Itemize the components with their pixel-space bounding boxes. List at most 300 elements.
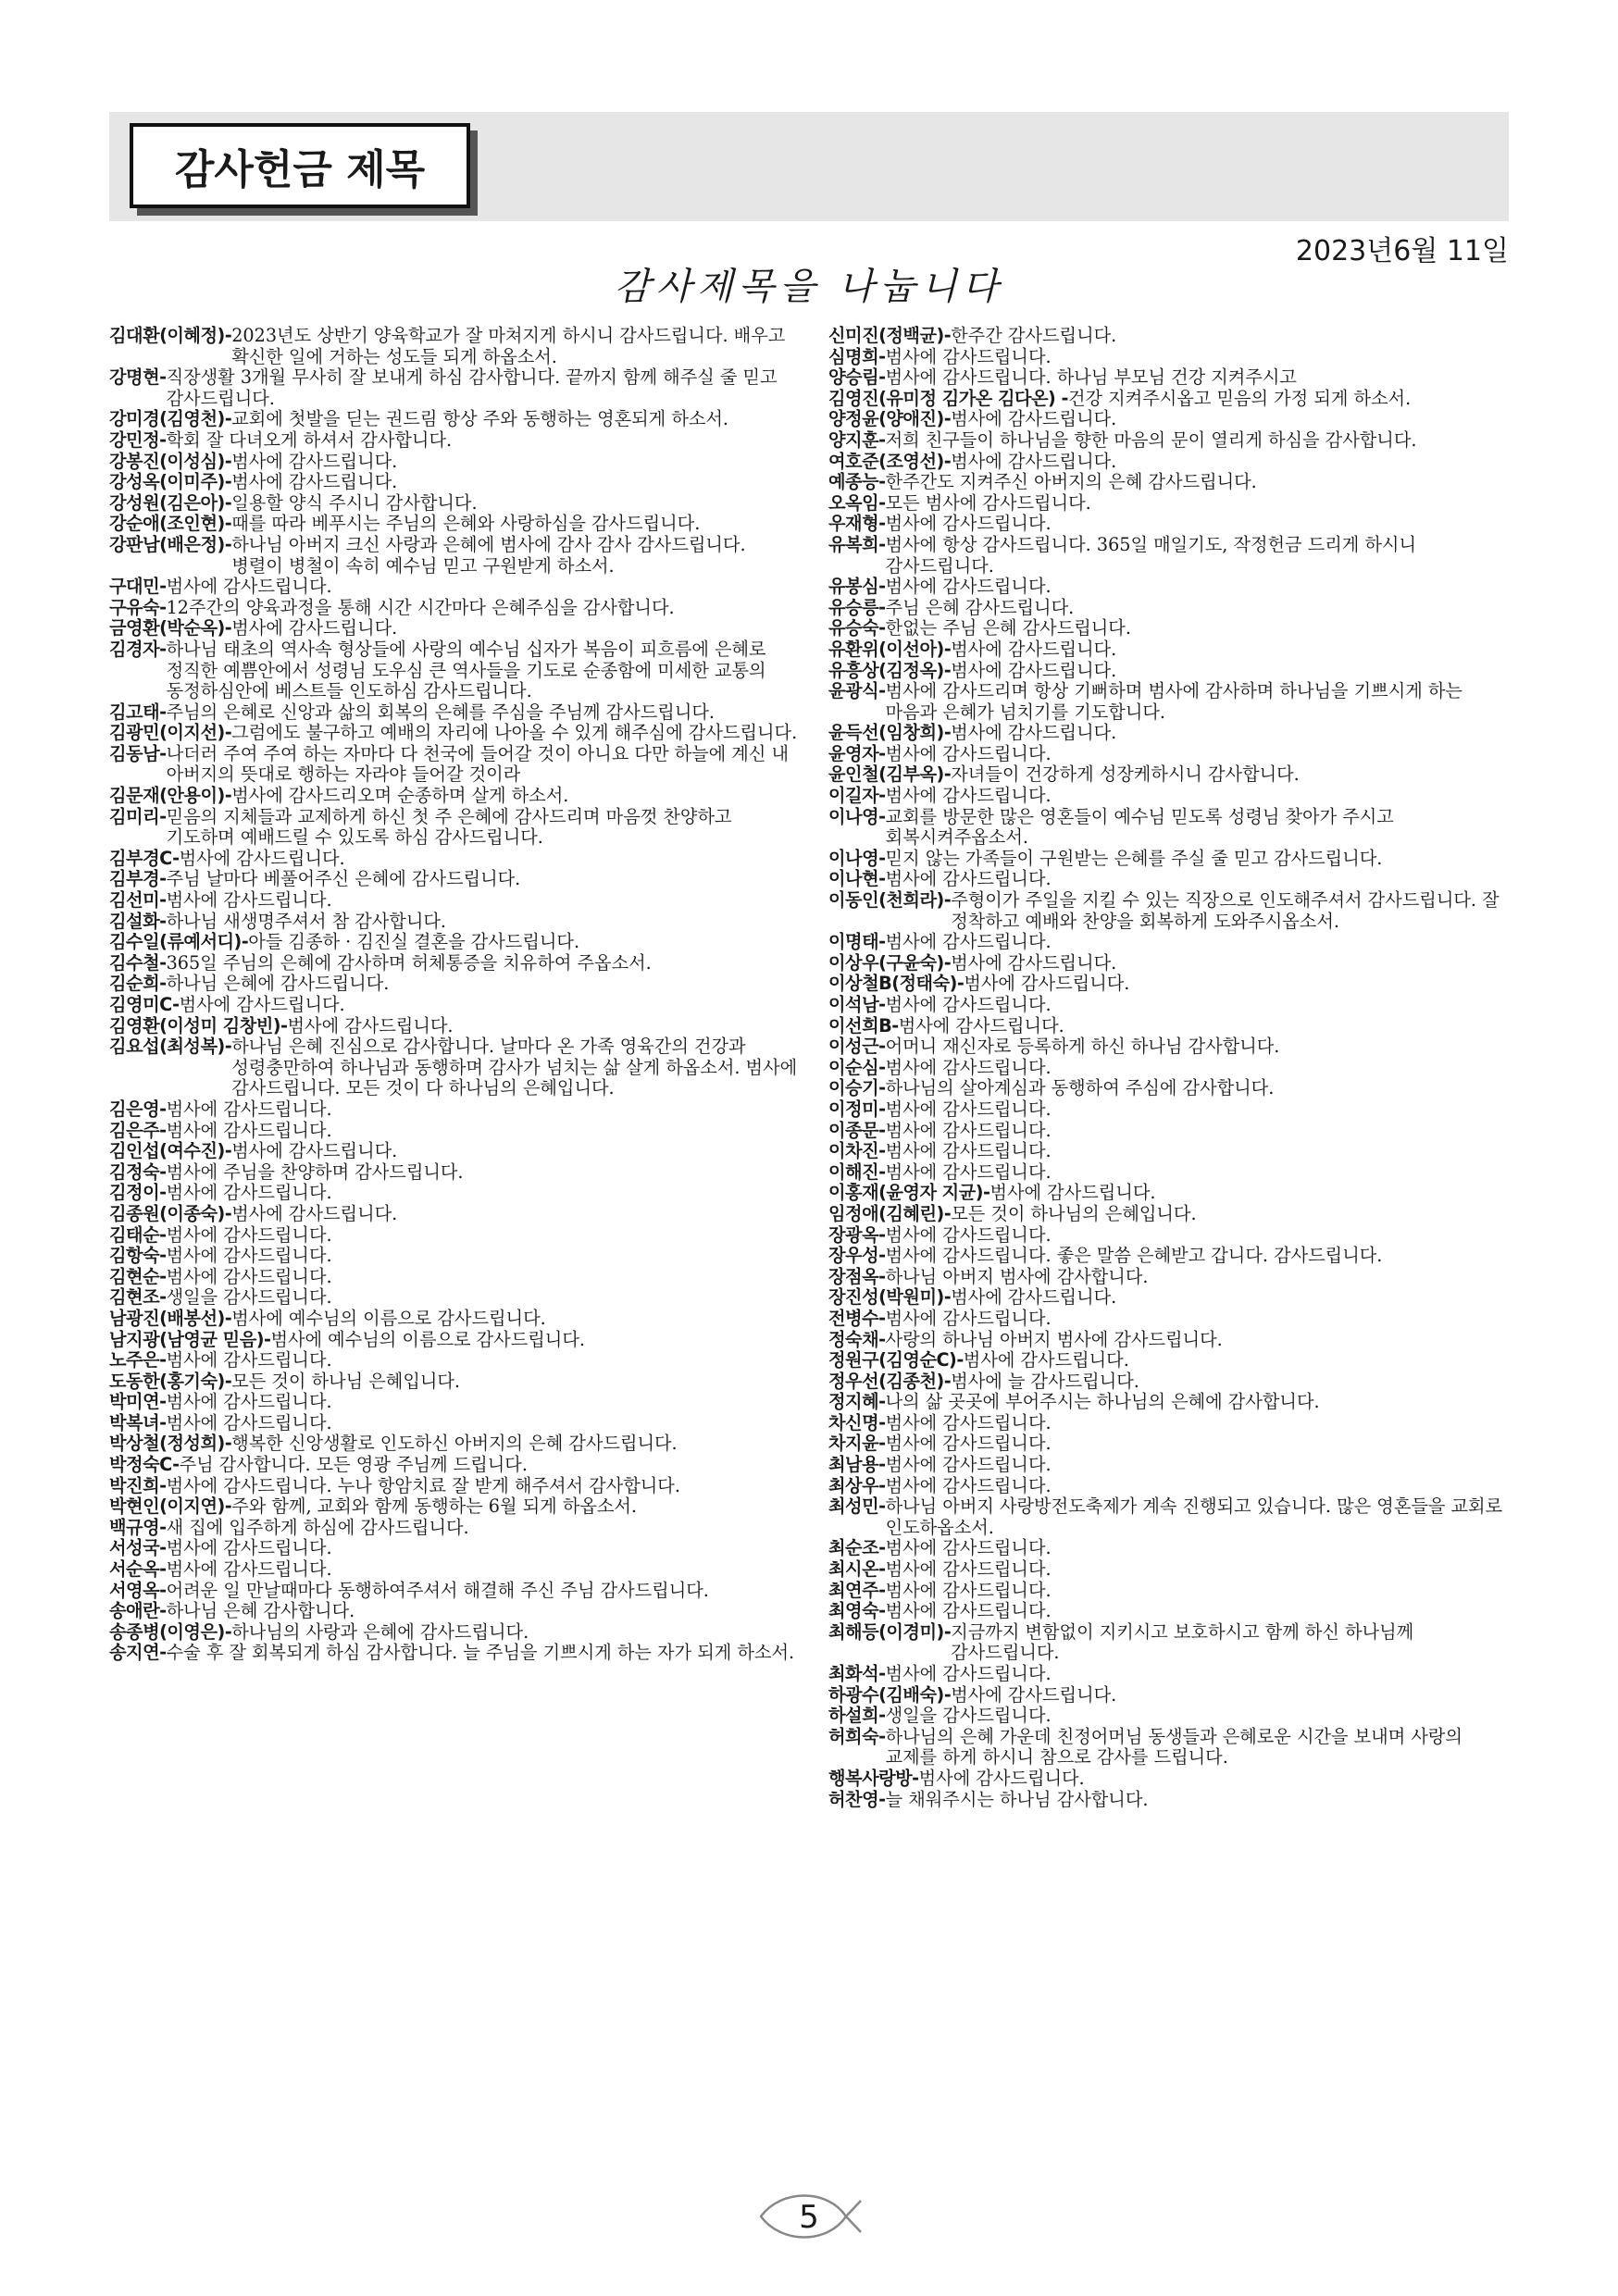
donor-name: 이차진-: [828, 1140, 886, 1162]
thanks-entry: [828, 1330, 1513, 1351]
thanks-text: 2023년도 상반기 양육학교가 잘 마쳐지게 하시니 감사드립니다. 배우고 확신한 일에 거하는 성도들 되게 하옵소서.: [231, 325, 786, 367]
thanks-text: 범사에 감사드립니다.: [951, 659, 1117, 681]
thanks-entry: [109, 723, 799, 744]
thanks-entry: [109, 409, 799, 430]
thanks-text: 주님 날마다 베풀어주신 은혜에 감사드립니다.: [166, 868, 521, 890]
donor-name: 김동남-: [109, 742, 167, 764]
thanks-entry: [828, 1601, 1513, 1622]
donor-name: 김현조-: [109, 1286, 167, 1309]
thanks-text: 범사에 감사드립니다.: [885, 1663, 1052, 1684]
thanks-text: 행복한 신앙생활로 인도하신 아버지의 은혜 감사드립니다.: [231, 1433, 678, 1455]
thanks-entry: [828, 849, 1513, 870]
thanks-entry: [109, 1518, 799, 1539]
thanks-text: 범사에 감사드립니다. 누나 항암치료 잘 받게 해주셔서 감사합니다.: [166, 1474, 680, 1496]
donor-name: 김은영-: [109, 1098, 167, 1120]
donor-name: 김정숙-: [109, 1160, 167, 1183]
thanks-entry: [828, 1727, 1513, 1769]
donor-name: 유승숙-: [828, 617, 886, 639]
thanks-text: 지금까지 변함없이 지키시고 보호하시고 함께 하신 하나님께 감사드립니다.: [951, 1620, 1414, 1664]
donor-name: 강성옥(이미주)-: [109, 471, 232, 493]
donor-name: 정숙채-: [828, 1328, 886, 1350]
thanks-text: 범사에 감사드립니다.: [287, 1014, 454, 1036]
donor-name: 차신명-: [828, 1411, 886, 1433]
thanks-text: 주형이가 주일을 지킬 수 있는 직장으로 인도해주셔서 감사드립니다. 잘 정착하고 예배와 찬양을 회복하게 도와주시옵소서.: [951, 889, 1500, 932]
thanks-entry: [828, 1246, 1513, 1267]
thanks-text: 범사에 감사드립니다.: [885, 576, 1052, 598]
thanks-entry: [828, 786, 1513, 807]
thanks-text: 범사에 감사드립니다.: [951, 450, 1117, 472]
donor-name: 백규영-: [109, 1516, 167, 1538]
thanks-text: 한주간 감사드립니다.: [951, 325, 1117, 346]
thanks-entry: [828, 1225, 1513, 1247]
thanks-entry: [828, 1183, 1513, 1204]
donor-name: 서영옥-: [109, 1579, 167, 1601]
donor-name: 김영미C-: [109, 994, 180, 1015]
thanks-text: 나의 삶 곳곳에 부어주시는 하나님의 은혜에 감사합니다.: [885, 1391, 1320, 1413]
thanks-entry: [109, 1581, 799, 1602]
thanks-entry: [828, 890, 1513, 932]
thanks-entry: [828, 1350, 1513, 1371]
thanks-entry: [109, 1309, 799, 1330]
donor-name: 김선미-: [109, 889, 167, 912]
thanks-entry: [109, 598, 799, 619]
donor-name: 전병수-: [828, 1307, 886, 1329]
donor-name: 김광민(이지선)-: [109, 722, 232, 744]
thanks-text: 하나님 은혜에 감사드립니다.: [166, 973, 390, 995]
thanks-entry: [109, 472, 799, 493]
thanks-entry: [109, 1141, 799, 1162]
donor-name: 최성민-: [828, 1496, 886, 1518]
thanks-entry: [109, 514, 799, 535]
thanks-entry: [109, 1371, 799, 1393]
donor-name: 윤득선(임창희)-: [828, 722, 952, 744]
donor-name: 행복사랑방-: [828, 1767, 919, 1789]
thanks-entry: [109, 1225, 799, 1247]
thanks-text: 범사에 감사드립니다.: [885, 1433, 1052, 1455]
thanks-entry: [109, 1330, 799, 1351]
thanks-text: 12주간의 양육과정을 통해 시간 시간마다 은혜주심을 감사합니다.: [166, 596, 675, 618]
donor-name: 김부경C-: [109, 847, 180, 869]
thanks-entry: [109, 1099, 799, 1121]
thanks-text: 범사에 감사드립니다.: [885, 1558, 1052, 1581]
thanks-entry: [109, 995, 799, 1016]
thanks-entry: [828, 869, 1513, 890]
thanks-entry: [828, 1769, 1513, 1790]
thanks-text: 생일을 감사드립니다.: [885, 1705, 1052, 1727]
thanks-text: 범사에 감사드립니다.: [885, 1160, 1052, 1183]
donor-name: 이순심-: [828, 1056, 886, 1078]
thanks-text: 범사에 감사드립니다.: [918, 1767, 1085, 1789]
right-column: [828, 326, 1513, 1810]
thanks-entry: [828, 1058, 1513, 1079]
donor-name: 최시온-: [828, 1558, 886, 1581]
donor-name: 김설화-: [109, 910, 167, 932]
donor-name: 이명태-: [828, 931, 886, 953]
donor-name: 서성국-: [109, 1537, 167, 1559]
thanks-text: 범사에 예수님의 이름으로 감사드립니다.: [231, 1307, 546, 1329]
donor-name: 예종능-: [828, 471, 886, 493]
thanks-text: 범사에 예수님의 이름으로 감사드립니다.: [270, 1328, 585, 1350]
donor-name: 박미연-: [109, 1391, 167, 1413]
thanks-text: 범사에 감사드립니다.: [964, 973, 1130, 995]
thanks-text: 범사에 감사드립니다.: [885, 1454, 1052, 1476]
thanks-entry: [828, 1413, 1513, 1434]
thanks-text: 범사에 감사드립니다.: [885, 1411, 1052, 1433]
donor-name: 송애란-: [109, 1600, 167, 1622]
bulletin-date: 2023년6월 11일: [1295, 235, 1509, 267]
thanks-entry: [828, 1455, 1513, 1476]
thanks-text: 하나님의 살아계심과 동행하여 주심에 감사합니다.: [885, 1077, 1275, 1099]
thanks-text: 범사에 감사드립니다.: [166, 1349, 332, 1371]
thanks-text: 범사에 항상 감사드립니다. 365일 매일기도, 작정헌금 드리게 하시니 감사드립니다.: [885, 533, 1417, 577]
thanks-entry: [828, 452, 1513, 473]
donor-name: 허희숙-: [828, 1725, 886, 1747]
thanks-text: 범사에 감사드립니다. 하나님 부모님 건강 지켜주시고: [885, 366, 1297, 389]
donor-name: 최연주-: [828, 1579, 886, 1601]
donor-name: 하광수(김배숙)-: [828, 1683, 952, 1706]
donor-name: 박복녀-: [109, 1411, 167, 1433]
donor-name: 김태순-: [109, 1223, 167, 1246]
thanks-entry: [828, 1099, 1513, 1121]
thanks-text: 범사에 감사드립니다.: [898, 1014, 1064, 1036]
thanks-entry: [109, 1183, 799, 1204]
thanks-entry: [828, 1162, 1513, 1184]
donor-name: 장광옥-: [828, 1223, 886, 1246]
donor-name: 김현순-: [109, 1265, 167, 1287]
thanks-entry: [109, 849, 799, 870]
thanks-text: 범사에 감사드립니다.: [885, 785, 1052, 807]
donor-name: 구유숙-: [109, 596, 167, 618]
donor-name: 박상철(정성희)-: [109, 1433, 232, 1455]
thanks-entry: [828, 1016, 1513, 1037]
thanks-text: 범사에 감사드립니다.: [166, 576, 332, 598]
thanks-text: 범사에 감사드립니다.: [885, 1056, 1052, 1078]
thanks-entry: [109, 577, 799, 598]
thanks-text: 범사에 감사드립니다.: [166, 1223, 332, 1246]
thanks-entry: [109, 1455, 799, 1476]
thanks-entry: [828, 1078, 1513, 1099]
thanks-entry: [109, 1622, 799, 1644]
thanks-entry: [828, 1476, 1513, 1497]
thanks-entry: [828, 661, 1513, 682]
thanks-entry: [109, 1643, 799, 1664]
thanks-text: 범사에 감사드립니다.: [885, 345, 1052, 367]
thanks-entry: [828, 326, 1513, 347]
donor-name: 남광진(배봉선)-: [109, 1307, 232, 1329]
donor-name: 강판남(배은정)-: [109, 533, 232, 555]
thanks-entry: [828, 807, 1513, 849]
thanks-text: 범사에 감사드립니다.: [885, 513, 1052, 535]
thanks-entry: [109, 932, 799, 953]
thanks-text: 범사에 감사드립니다.: [989, 1182, 1156, 1204]
thanks-entry: [109, 702, 799, 724]
donor-name: 장진성(박원미)-: [828, 1286, 952, 1309]
thanks-entry: [828, 1559, 1513, 1581]
thanks-entry: [109, 493, 799, 515]
thanks-text: 범사에 감사드립니다.: [951, 951, 1117, 974]
page-number: 5: [799, 2199, 819, 2236]
thanks-text: 범사에 늘 감사드립니다.: [951, 1370, 1139, 1392]
page-footer: [0, 2184, 1618, 2258]
thanks-text: 자녀들이 건강하게 성장케하시니 감사합니다.: [951, 763, 1300, 786]
donor-name: 여호준(조영선)-: [828, 450, 952, 472]
donor-name: 양정윤(양애진)-: [828, 408, 952, 430]
donor-name: 이동인(천희라)-: [828, 889, 952, 912]
thanks-text: 나더러 주여 주여 하는 자마다 다 천국에 들어갈 것이 아니요 다만 하늘에 계신 내 아버지의 뜻대로 행하는 자라야 들어갈 것이라: [166, 742, 789, 786]
donor-name: 김수일(류예서디)-: [109, 931, 249, 953]
thanks-entry: [828, 1267, 1513, 1288]
thanks-entry: [828, 1204, 1513, 1225]
donor-name: 남지광(남영균 믿음)-: [109, 1328, 271, 1350]
donor-name: 이종문-: [828, 1119, 886, 1141]
donor-name: 최남용-: [828, 1454, 886, 1476]
thanks-entry: [828, 472, 1513, 493]
thanks-entry: [109, 1413, 799, 1434]
donor-name: 김요섭(최성복)-: [109, 1036, 232, 1058]
thanks-text: 범사에 감사드립니다.: [166, 1411, 332, 1433]
donor-name: 유봉심-: [828, 576, 886, 598]
thanks-text: 때를 따라 베푸시는 주님의 은혜와 사랑하심을 감사드립니다.: [231, 513, 701, 535]
thanks-entry: [828, 409, 1513, 430]
thanks-entry: [109, 1162, 799, 1184]
donor-name: 최순조-: [828, 1537, 886, 1559]
thanks-entry: [109, 1476, 799, 1497]
donor-name: 정우선(김종천)-: [828, 1370, 952, 1392]
thanks-text: 늘 채워주시는 하나님 감사합니다.: [885, 1788, 1149, 1810]
donor-name: 김문재(안용이)-: [109, 785, 232, 807]
donor-name: 강민정-: [109, 428, 167, 451]
thanks-entry: [109, 1246, 799, 1267]
thanks-entry: [109, 1016, 799, 1037]
thanks-entry: [109, 535, 799, 577]
thanks-text: 범사에 감사드립니다.: [885, 1140, 1052, 1162]
donor-name: 구대민-: [109, 576, 167, 598]
donor-name: 김수철-: [109, 951, 167, 974]
thanks-text: 하나님 아버지 범사에 감사합니다.: [885, 1265, 1149, 1287]
thanks-text: 범사에 감사드립니다.: [166, 1391, 332, 1413]
thanks-entry: [109, 1267, 799, 1288]
donor-name: 유흥상(김정옥)-: [828, 659, 952, 681]
donor-name: 강성원(김은아)-: [109, 491, 232, 514]
thanks-entry: [828, 1141, 1513, 1162]
donor-name: 강봉진(이성심)-: [109, 450, 232, 472]
donor-name: 양지훈-: [828, 428, 886, 451]
thanks-text: 한없는 주님 은혜 감사드립니다.: [885, 617, 1131, 639]
donor-name: 유환위(이선아)-: [828, 638, 952, 660]
donor-name: 이성근-: [828, 1036, 886, 1058]
thanks-text: 모든 범사에 감사드립니다.: [885, 491, 1091, 514]
donor-name: 이승기-: [828, 1077, 886, 1099]
thanks-entry: [828, 1538, 1513, 1559]
thanks-entry: [109, 974, 799, 995]
thanks-text: 범사에 감사드립니다.: [885, 1474, 1052, 1496]
donor-name: 김순희-: [109, 973, 167, 995]
donor-name: 김정이-: [109, 1182, 167, 1204]
donor-name: 윤광식-: [828, 680, 886, 702]
donor-name: 김고태-: [109, 701, 167, 723]
thanks-entry: [109, 618, 799, 639]
thanks-entry: [109, 452, 799, 473]
donor-name: 이선희B-: [828, 1014, 899, 1036]
thanks-entry: [828, 1622, 1513, 1664]
thanks-text: 주와 함께, 교회와 함께 동행하는 6월 되게 하옵소서.: [231, 1496, 638, 1518]
thanks-entry: [109, 912, 799, 933]
thanks-text: 범사에 감사드립니다.: [951, 1286, 1117, 1309]
donor-name: 이나영-: [828, 805, 886, 827]
thanks-entry: [828, 347, 1513, 368]
thanks-text: 범사에 감사드립니다. 좋은 말씀 은혜받고 갑니다. 감사드립니다.: [885, 1245, 1383, 1267]
donor-name: 정원구(김영순C)-: [828, 1349, 964, 1371]
page-subtitle: 감사제목을 나눕니다: [614, 266, 1004, 308]
thanks-entry: [828, 1433, 1513, 1455]
donor-name: 이나영-: [828, 847, 886, 869]
donor-name: 최해등(이경미)-: [828, 1620, 952, 1643]
donor-name: 윤인철(김부옥)-: [828, 763, 952, 786]
thanks-text: 범사에 감사드립니다.: [885, 742, 1052, 764]
thanks-text: 범사에 감사드립니다.: [951, 408, 1117, 430]
thanks-entry: [109, 1287, 799, 1309]
thanks-text: 범사에 감사드립니다.: [885, 1119, 1052, 1141]
thanks-text: 학회 잘 다녀오게 하셔서 감사합니다.: [166, 428, 453, 451]
thanks-text: 모든 것이 하나님 은혜입니다.: [231, 1370, 461, 1392]
donor-name: 오옥임-: [828, 491, 886, 514]
donor-name: 김항숙-: [109, 1245, 167, 1267]
thanks-text: 하나님 새생명주셔서 참 감사합니다.: [166, 910, 447, 932]
thanks-text: 범사에 감사드립니다.: [166, 1558, 332, 1581]
thanks-entry: [109, 786, 799, 807]
thanks-entry: [109, 869, 799, 890]
thanks-entry: [828, 1392, 1513, 1413]
donor-name: 송종병(이영은)-: [109, 1620, 232, 1643]
thanks-text: 그럼에도 불구하고 예배의 자리에 나아올 수 있게 해주심에 감사드립니다.: [231, 722, 798, 744]
donor-name: 송지연-: [109, 1642, 167, 1664]
thanks-text: 한주간도 지켜주신 아버지의 은혜 감사드립니다.: [885, 471, 1257, 493]
thanks-entry: [109, 1350, 799, 1371]
thanks-text: 수술 후 잘 회복되게 하심 감사합니다. 늘 주님을 기쁘시게 하는 자가 되게 하소서.: [166, 1642, 795, 1664]
section-title: 감사헌금 제목: [130, 123, 470, 208]
thanks-entry: [828, 1121, 1513, 1142]
thanks-text: 하나님의 사랑과 은혜에 감사드립니다.: [231, 1620, 529, 1643]
thanks-entry: [828, 514, 1513, 535]
thanks-text: 하나님 태초의 역사속 형상들에 사랑의 예수님 십자가 복음이 피흐름에 은혜로 정직한 예쁨안에서 성령님 도우심 큰 역사들을 기도로 순종함에 미세한 교통의 동정하심안에 베스트들 인도하심 감사드립니다.: [166, 638, 766, 702]
thanks-entry: [109, 1433, 799, 1455]
thanks-text: 범사에 감사드립니다.: [885, 994, 1052, 1015]
donor-name: 김종원(이종숙)-: [109, 1202, 232, 1224]
thanks-entry: [828, 1496, 1513, 1538]
thanks-text: 주님의 은혜로 신앙과 삶의 회복의 은혜를 주심을 주님께 감사드립니다.: [166, 701, 715, 723]
thanks-entry: [828, 953, 1513, 974]
left-column: [109, 326, 799, 1664]
thanks-text: 범사에 감사드립니다.: [885, 931, 1052, 953]
thanks-entry: [109, 1121, 799, 1142]
donor-name: 이석남-: [828, 994, 886, 1015]
donor-name: 김인섭(여수진)-: [109, 1140, 232, 1162]
donor-name: 박정숙C-: [109, 1454, 180, 1476]
donor-name: 김미리-: [109, 805, 167, 827]
donor-name: 임정애(김혜린)-: [828, 1202, 952, 1224]
thanks-text: 주님 은혜 감사드립니다.: [885, 596, 1075, 618]
thanks-text: 범사에 감사드립니다.: [166, 1182, 332, 1204]
thanks-text: 범사에 주님을 찬양하며 감사드립니다.: [166, 1160, 464, 1183]
donor-name: 강미경(김영천)-: [109, 408, 232, 430]
thanks-text: 하나님 아버지 크신 사랑과 은혜에 범사에 감사 감사 감사드립니다. 병렬이 병철이 속히 예수님 믿고 구원받게 하소서.: [231, 533, 746, 577]
thanks-text: 사랑의 하나님 아버지 범사에 감사드립니다.: [885, 1328, 1223, 1350]
donor-name: 금영환(박순옥)-: [109, 617, 232, 639]
thanks-entry: [109, 1392, 799, 1413]
donor-name: 윤영자-: [828, 742, 886, 764]
thanks-entry: [828, 367, 1513, 389]
thanks-text: 범사에 감사드리며 항상 기뻐하며 범사에 감사하며 하나님을 기쁘시게 하는 마음과 은혜가 넘치기를 기도합니다.: [885, 680, 1462, 723]
donor-name: 이정미-: [828, 1098, 886, 1120]
thanks-entry: [828, 723, 1513, 744]
donor-name: 이홍재(윤영자 지균)-: [828, 1182, 990, 1204]
thanks-text: 범사에 감사드립니다.: [166, 1119, 332, 1141]
donor-name: 이상우(구윤숙)-: [828, 951, 952, 974]
thanks-text: 범사에 감사드립니다.: [231, 617, 398, 639]
donor-name: 노주은-: [109, 1349, 167, 1371]
thanks-text: 하나님 은혜 진심으로 감사합니다. 날마다 온 가족 영육간의 건강과 성령충만하여 하나님과 동행하며 감사가 넘치는 삶 살게 하옵소서. 범사에 감사드립니다. 모든 것이 다 하나님의 은혜입니다.: [231, 1036, 798, 1099]
thanks-text: 범사에 감사드리오며 순종하며 살게 하소서.: [231, 785, 569, 807]
thanks-entry: [828, 974, 1513, 995]
donor-name: 김은주-: [109, 1119, 167, 1141]
thanks-text: 범사에 감사드립니다.: [951, 638, 1117, 660]
thanks-text: 범사에 감사드립니다.: [885, 1579, 1052, 1601]
donor-name: 이해진-: [828, 1160, 886, 1183]
thanks-entry: [109, 953, 799, 974]
thanks-text: 저희 친구들이 하나님을 향한 마음의 문이 열리게 하심을 감사합니다.: [885, 428, 1417, 451]
donor-name: 김영환(이성미 김창빈)-: [109, 1014, 288, 1036]
thanks-text: 범사에 감사드립니다.: [179, 994, 345, 1015]
thanks-text: 범사에 감사드립니다.: [231, 450, 398, 472]
thanks-text: 교회를 방문한 많은 영혼들이 예수님 믿도록 성령님 찾아가 주시고 회복시켜주옵소서.: [885, 805, 1394, 849]
donor-name: 정지혜-: [828, 1391, 886, 1413]
donor-name: 김대환(이혜정)-: [109, 325, 232, 346]
donor-name: 김경자-: [109, 638, 167, 660]
donor-name: 박현인(이지연)-: [109, 1496, 232, 1518]
thanks-text: 건강 지켜주시옵고 믿음의 가정 되게 하소서.: [1067, 387, 1412, 409]
thanks-text: 하나님 아버지 사랑방전도축제가 계속 진행되고 있습니다. 많은 영혼들을 교회로 인도하옵소서.: [885, 1496, 1503, 1538]
thanks-entry: [109, 1036, 799, 1099]
thanks-entry: [828, 1309, 1513, 1330]
thanks-text: 직장생활 3개월 무사히 잘 보내게 하심 감사합니다. 끝까지 함께 해주실 줄 믿고 감사드립니다.: [166, 366, 778, 409]
donor-name: 허찬영-: [828, 1788, 886, 1810]
donor-name: 강명현-: [109, 366, 167, 389]
thanks-entry: [109, 430, 799, 452]
thanks-entry: [828, 1685, 1513, 1706]
thanks-text: 범사에 감사드립니다.: [885, 1600, 1052, 1622]
thanks-entry: [109, 890, 799, 912]
donor-name: 서순옥-: [109, 1558, 167, 1581]
donor-name: 신미진(정백균)-: [828, 325, 952, 346]
thanks-entry: [828, 493, 1513, 515]
thanks-entry: [828, 598, 1513, 619]
thanks-entry: [828, 639, 1513, 661]
thanks-text: 새 집에 입주하게 하심에 감사드립니다.: [166, 1516, 469, 1538]
thanks-text: 믿지 않는 가족들이 구원받는 은혜를 주실 줄 믿고 감사드립니다.: [885, 847, 1383, 869]
donor-name: 김영진(유미정 김가온 김다온) -: [828, 387, 1068, 409]
donor-name: 양승림-: [828, 366, 886, 389]
thanks-text: 범사에 감사드립니다.: [885, 1537, 1052, 1559]
thanks-entry: [828, 389, 1513, 410]
donor-name: 유복희-: [828, 533, 886, 555]
thanks-text: 범사에 감사드립니다.: [166, 1537, 332, 1559]
thanks-entry: [828, 1664, 1513, 1685]
donor-name: 강순애(조인현)-: [109, 513, 232, 535]
thanks-text: 범사에 감사드립니다.: [166, 1265, 332, 1287]
thanks-text: 교회에 첫발을 딛는 권드림 항상 주와 동행하는 영혼되게 하소서.: [231, 408, 729, 430]
donor-name: 최영숙-: [828, 1600, 886, 1622]
thanks-text: 어머니 재신자로 등록하게 하신 하나님 감사합니다.: [885, 1036, 1280, 1058]
